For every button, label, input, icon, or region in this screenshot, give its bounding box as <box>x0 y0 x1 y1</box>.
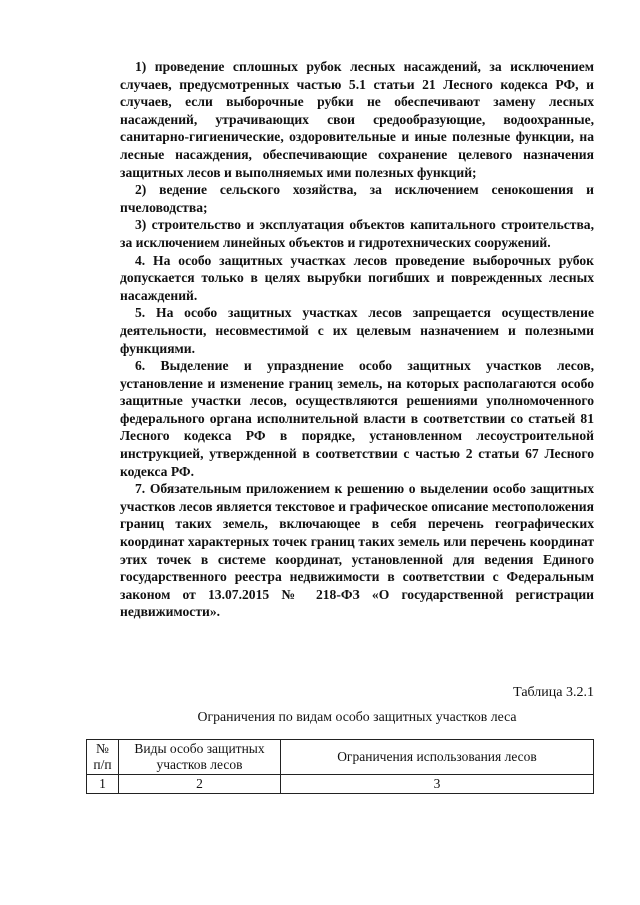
paragraph-clause-4: 4. На особо защитных участках лесов проведение выборочных рубок допускается только в целях вырубки погибших и поврежденных лесных насаждений. <box>120 252 594 303</box>
header-cell-zone-type: Виды особо защитных участков лесов <box>119 740 281 775</box>
table-row <box>87 775 594 794</box>
paragraph-clause-7: 7. Обязательным приложением к решению о выделении особо защитных участков лесов является текстовое и графическое описание местоположения границ таких земель, включающее в себя перечень географических координат характерных точек границ таких земель или перечень координат этих точек в системе координат, установленной для ведения Единого государственного реестра недвижимости в соответствии с Федеральным законом от 13.07.2015 № 218-ФЗ «О государственной регистрации недвижимости». <box>120 481 594 620</box>
header-cell-number: № п/п <box>87 740 119 775</box>
restrictions-table <box>86 739 594 794</box>
header-cell-restrictions: Ограничения использования лесов <box>281 740 594 775</box>
index-cell-2: 2 <box>119 775 281 794</box>
table-title: Ограничения по видам особо защитных участков леса <box>197 709 517 724</box>
paragraph-item-2: 2) ведение сельского хозяйства, за исключением сенокошения и пчеловодства; <box>120 182 594 215</box>
index-cell-3: 3 <box>281 775 594 794</box>
paragraph-clause-6: 6. Выделение и упразднение особо защитных участков лесов, установление и изменение границ земель, на которых располагаются особо защитные участки лесов, осуществляются решениями уполномоченного федерального органа исполнительной власти в соответствии со статьей 81 Лесного кодекса РФ в порядке, установленном лесоустроительной инструкцией, утвержденной в соответствии с частью 2 статьи 67 Лесного кодекса РФ. <box>120 358 594 479</box>
paragraph-item-3: 3) строительство и эксплуатация объектов капитального строительства, за исключением линейных объектов и гидротехнических сооружений. <box>120 217 594 250</box>
index-cell-1: 1 <box>87 775 119 794</box>
table-header-row <box>87 740 594 775</box>
document-body <box>120 58 594 621</box>
table-number: Таблица 3.2.1 <box>513 685 594 700</box>
paragraph-clause-5: 5. На особо защитных участках лесов запрещается осуществление деятельности, несовместимой с их целевым назначением и полезными функциями. <box>120 305 594 356</box>
paragraph-item-1: 1) проведение сплошных рубок лесных насаждений, за исключением случаев, предусмотренных частью 5.1 статьи 21 Лесного кодекса РФ, и случаев, если выборочные рубки не обеспечивают замену лесных насаждений, утрачивающих свои средообразующие, водоохранные, санитарно-гигиенические, оздоровительные и иные полезные функции, на лесные насаждения, обеспечивающие сохранение целевого назначения защитных лесов и выполняемых ими полезных функций; <box>120 59 594 180</box>
